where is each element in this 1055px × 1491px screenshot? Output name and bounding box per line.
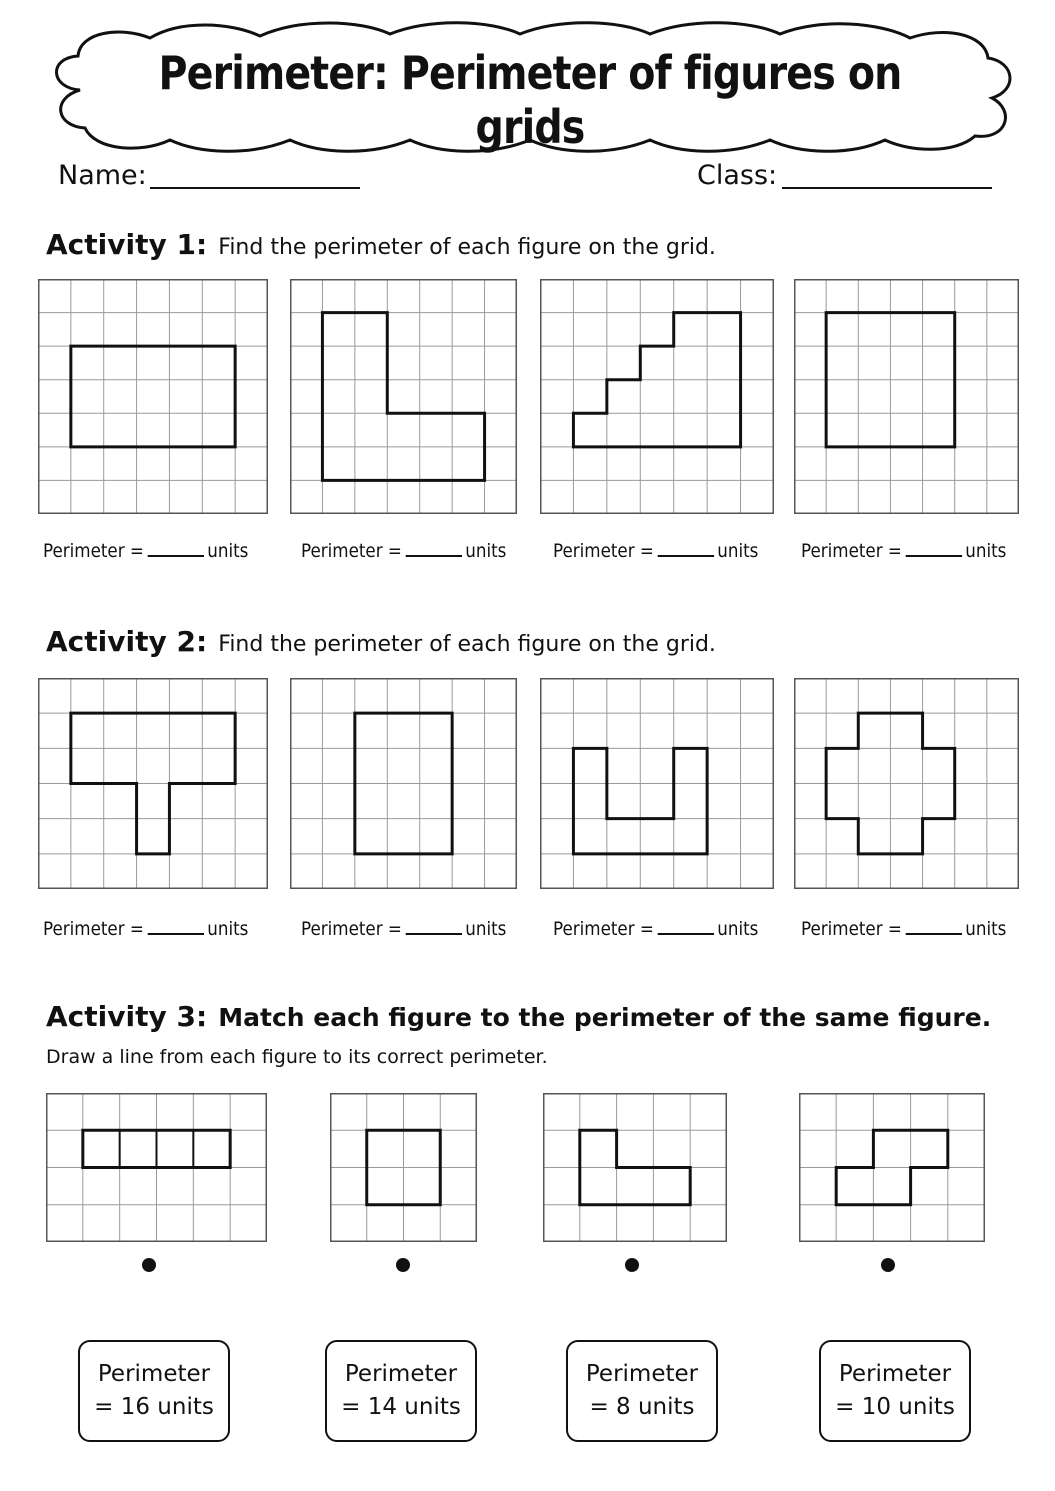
activity-2-grid-2 [290,678,517,889]
figure-outline [71,346,235,447]
activity-1-instruction: Find the perimeter of each figure on the grid. [218,235,716,260]
grid-frame [795,280,1019,514]
match-dot-1[interactable] [142,1258,156,1272]
page-title: Perimeter: Perimeter of figures on grids [158,46,902,154]
perimeter-option-2[interactable]: Perimeter = 14 units [325,1340,477,1442]
answer-blank[interactable] [657,555,713,557]
activity-3-instruction: Match each figure to the perimeter of the same figure. [218,1003,992,1032]
name-field[interactable] [150,187,360,189]
activity-2-answer-2: Perimeter = units [301,918,507,940]
perimeter-option-3[interactable]: Perimeter = 8 units [566,1340,718,1442]
activity-1-grid-2 [290,279,517,514]
activity-1-answer-2: Perimeter = units [301,540,507,562]
activity-1-answer-4: Perimeter = units [801,540,1007,562]
match-dot-4[interactable] [881,1258,895,1272]
activity-3-number: Activity 3: [46,1000,208,1033]
activity-1-answer-3: Perimeter = units [553,540,759,562]
answer-blank[interactable] [405,933,461,935]
name-label: Name: [58,160,147,191]
grid-frame [291,280,517,514]
activity-1-heading [46,228,716,261]
activity-1-grid-4 [794,279,1019,514]
activity-2-heading [46,625,716,658]
activity-2-grid-4 [794,678,1019,889]
grid-frame [39,280,268,514]
activity-1-grid-3 [540,279,774,514]
activity-2-answer-3: Perimeter = units [553,918,759,940]
class-label: Class: [697,160,778,191]
activity-1-number: Activity 1: [46,228,208,261]
activity-3-grid-1 [46,1093,267,1242]
answer-blank[interactable] [147,555,203,557]
activity-2-answer-4: Perimeter = units [801,918,1007,940]
answer-blank[interactable] [405,555,461,557]
activity-3-sub-instruction: Draw a line from each figure to its correct perimeter. [46,1046,548,1068]
answer-blank[interactable] [147,933,203,935]
match-dot-2[interactable] [396,1258,410,1272]
grid-frame [541,280,774,514]
answer-blank[interactable] [905,933,961,935]
activity-1-answer-1: Perimeter = units [43,540,249,562]
activity-3-heading [46,1000,991,1033]
class-field[interactable] [782,187,992,189]
activity-2-grid-3 [540,678,774,889]
activity-1-grid-1 [38,279,268,514]
figure-outline [322,313,484,481]
activity-2-grid-1 [38,678,268,889]
answer-blank[interactable] [657,933,713,935]
perimeter-option-1[interactable]: Perimeter = 16 units [78,1340,230,1442]
perimeter-option-4[interactable]: Perimeter = 10 units [819,1340,971,1442]
answer-blank[interactable] [905,555,961,557]
activity-2-number: Activity 2: [46,625,208,658]
match-dot-3[interactable] [625,1258,639,1272]
activity-3-grid-3 [543,1093,727,1242]
activity-3-grid-4 [799,1093,985,1242]
activity-2-answer-1: Perimeter = units [43,918,249,940]
activity-2-instruction: Find the perimeter of each figure on the grid. [218,632,716,657]
activity-3-grid-2 [330,1093,477,1242]
